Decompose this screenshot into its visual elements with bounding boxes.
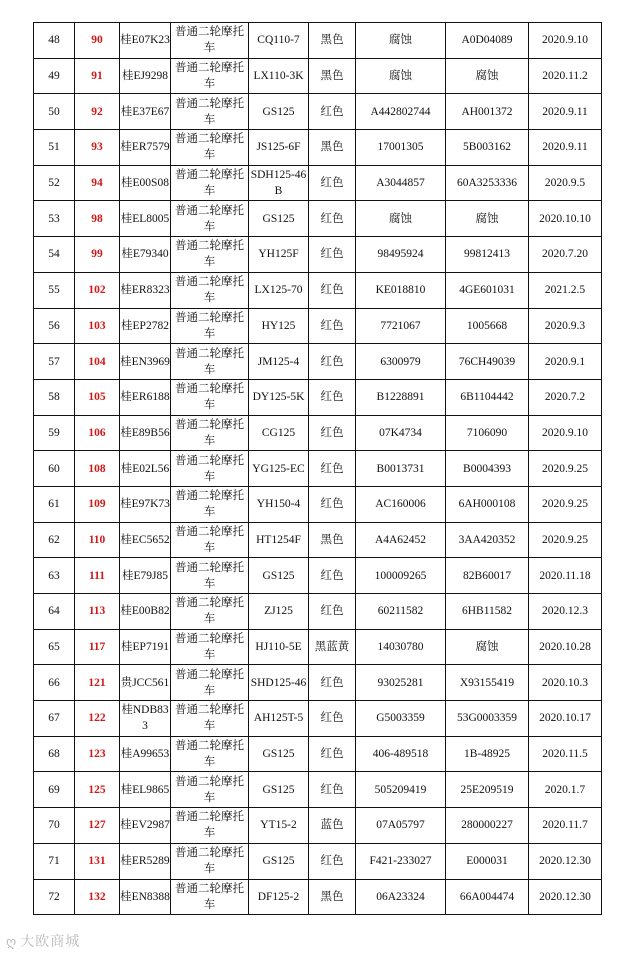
cell-date: 2020.9.3 [529,308,602,344]
cell-plate: 桂EP7191 [120,629,171,665]
cell-seq: 68 [34,736,75,772]
cell-date: 2020.12.3 [529,594,602,630]
table-row [34,451,602,487]
table-row [34,665,602,701]
cell-engine-no: 腐蚀 [356,58,446,94]
table-row [34,486,602,522]
cell-engine-no: 07K4734 [356,415,446,451]
cell-vehicle-type: 普通二轮摩托车 [171,201,249,237]
cell-engine-no: 14030780 [356,629,446,665]
cell-number: 117 [75,629,120,665]
cell-frame-no: 76CH49039 [446,344,529,380]
cell-plate: 桂E37E67 [120,94,171,130]
table-row [34,522,602,558]
cell-color: 黑色 [309,58,356,94]
cell-number: 93 [75,130,120,166]
cell-seq: 70 [34,808,75,844]
cell-model: YH150-4 [249,486,309,522]
cell-plate: 桂E79J85 [120,558,171,594]
cell-date: 2020.10.28 [529,629,602,665]
cell-date: 2020.10.10 [529,201,602,237]
cell-vehicle-type: 普通二轮摩托车 [171,629,249,665]
cell-plate: 桂E79340 [120,237,171,273]
cell-seq: 53 [34,201,75,237]
cell-seq: 67 [34,701,75,737]
cell-vehicle-type: 普通二轮摩托车 [171,58,249,94]
cell-color: 红色 [309,201,356,237]
cell-engine-no: B1228891 [356,379,446,415]
cell-vehicle-type: 普通二轮摩托车 [171,379,249,415]
cell-date: 2020.9.25 [529,451,602,487]
cell-color: 红色 [309,344,356,380]
table-row [34,130,602,166]
cell-date: 2020.9.10 [529,415,602,451]
cell-frame-no: B0004393 [446,451,529,487]
cell-seq: 72 [34,879,75,915]
cell-seq: 71 [34,843,75,879]
cell-plate: 桂ER8323 [120,272,171,308]
cell-number: 109 [75,486,120,522]
cell-model: LX125-70 [249,272,309,308]
cell-engine-no: 7721067 [356,308,446,344]
cell-model: GS125 [249,843,309,879]
cell-model: JM125-4 [249,344,309,380]
cell-model: GS125 [249,736,309,772]
cell-seq: 54 [34,237,75,273]
cell-frame-no: 腐蚀 [446,629,529,665]
table-row [34,165,602,201]
table-row [34,94,602,130]
cell-number: 113 [75,594,120,630]
cell-date: 2020.11.7 [529,808,602,844]
cell-date: 2020.11.5 [529,736,602,772]
cell-vehicle-type: 普通二轮摩托车 [171,879,249,915]
cell-model: JS125-6F [249,130,309,166]
cell-color: 红色 [309,415,356,451]
cell-engine-no: KE018810 [356,272,446,308]
cell-model: HJ110-5E [249,629,309,665]
cell-model: DF125-2 [249,879,309,915]
cell-number: 111 [75,558,120,594]
cell-number: 123 [75,736,120,772]
cell-color: 红色 [309,558,356,594]
cell-model: YT15-2 [249,808,309,844]
cell-model: CQ110-7 [249,23,309,59]
cell-color: 红色 [309,94,356,130]
cell-number: 127 [75,808,120,844]
cell-frame-no: 6HB11582 [446,594,529,630]
table-row [34,558,602,594]
cell-vehicle-type: 普通二轮摩托车 [171,772,249,808]
table-row [34,23,602,59]
cell-color: 黑蓝黄 [309,629,356,665]
cell-date: 2020.7.20 [529,237,602,273]
cell-seq: 64 [34,594,75,630]
cell-seq: 59 [34,415,75,451]
cell-model: GS125 [249,201,309,237]
cell-date: 2020.9.1 [529,344,602,380]
cell-plate: 桂EN8388 [120,879,171,915]
table-row [34,237,602,273]
table-row [34,843,602,879]
watermark-text: 大欧商城 [20,934,81,950]
cell-number: 99 [75,237,120,273]
table-row [34,415,602,451]
cell-vehicle-type: 普通二轮摩托车 [171,165,249,201]
table-row [34,272,602,308]
cell-color: 黑色 [309,23,356,59]
cell-color: 红色 [309,451,356,487]
cell-engine-no: 6300979 [356,344,446,380]
cell-engine-no: 406-489518 [356,736,446,772]
cell-vehicle-type: 普通二轮摩托车 [171,237,249,273]
cell-color: 红色 [309,165,356,201]
cell-date: 2020.9.11 [529,94,602,130]
cell-frame-no: 25E209519 [446,772,529,808]
cell-color: 红色 [309,237,356,273]
cell-frame-no: 1B-48925 [446,736,529,772]
cell-vehicle-type: 普通二轮摩托车 [171,594,249,630]
cell-number: 108 [75,451,120,487]
cell-frame-no: 腐蚀 [446,58,529,94]
cell-number: 105 [75,379,120,415]
cell-number: 91 [75,58,120,94]
cell-number: 131 [75,843,120,879]
cell-engine-no: F421-233027 [356,843,446,879]
cell-plate: 桂EL9865 [120,772,171,808]
cell-date: 2020.9.25 [529,522,602,558]
cell-seq: 61 [34,486,75,522]
cell-frame-no: A0D04089 [446,23,529,59]
cell-frame-no: 5B003162 [446,130,529,166]
cell-date: 2020.7.2 [529,379,602,415]
cell-vehicle-type: 普通二轮摩托车 [171,130,249,166]
table-row [34,736,602,772]
cell-number: 132 [75,879,120,915]
cell-seq: 65 [34,629,75,665]
table-row [34,201,602,237]
cell-seq: 52 [34,165,75,201]
cell-plate: 桂EJ9298 [120,58,171,94]
cell-model: GS125 [249,772,309,808]
cell-color: 红色 [309,594,356,630]
cell-frame-no: 60A3253336 [446,165,529,201]
vehicle-table [33,22,602,915]
table-row [34,344,602,380]
cell-model: SHD125-46 [249,665,309,701]
cell-vehicle-type: 普通二轮摩托车 [171,843,249,879]
cell-model: ZJ125 [249,594,309,630]
cell-vehicle-type: 普通二轮摩托车 [171,94,249,130]
cell-plate: 桂EP2782 [120,308,171,344]
cell-vehicle-type: 普通二轮摩托车 [171,308,249,344]
weibo-icon: ღ [6,935,18,950]
cell-plate: 桂ER7579 [120,130,171,166]
cell-model: CG125 [249,415,309,451]
cell-plate: 桂NDB833 [120,701,171,737]
cell-seq: 55 [34,272,75,308]
cell-model: DY125-5K [249,379,309,415]
cell-frame-no: 53G0003359 [446,701,529,737]
cell-engine-no: 腐蚀 [356,201,446,237]
cell-number: 110 [75,522,120,558]
cell-number: 121 [75,665,120,701]
cell-plate: 桂EN3969 [120,344,171,380]
cell-plate: 桂E97K73 [120,486,171,522]
cell-date: 2020.12.30 [529,879,602,915]
cell-seq: 62 [34,522,75,558]
cell-color: 蓝色 [309,808,356,844]
cell-number: 122 [75,701,120,737]
cell-engine-no: 17001305 [356,130,446,166]
cell-engine-no: 06A23324 [356,879,446,915]
cell-number: 106 [75,415,120,451]
cell-vehicle-type: 普通二轮摩托车 [171,272,249,308]
cell-seq: 69 [34,772,75,808]
cell-number: 94 [75,165,120,201]
cell-vehicle-type: 普通二轮摩托车 [171,701,249,737]
cell-number: 125 [75,772,120,808]
cell-color: 红色 [309,486,356,522]
cell-model: GS125 [249,94,309,130]
cell-number: 98 [75,201,120,237]
cell-seq: 51 [34,130,75,166]
cell-plate: 桂E00S08 [120,165,171,201]
cell-color: 红色 [309,272,356,308]
cell-vehicle-type: 普通二轮摩托车 [171,344,249,380]
cell-engine-no: 100009265 [356,558,446,594]
cell-color: 黑色 [309,879,356,915]
cell-engine-no: 505209419 [356,772,446,808]
cell-seq: 63 [34,558,75,594]
cell-plate: 桂E02L56 [120,451,171,487]
cell-plate: 桂ER5289 [120,843,171,879]
cell-vehicle-type: 普通二轮摩托车 [171,522,249,558]
table-row [34,701,602,737]
cell-vehicle-type: 普通二轮摩托车 [171,23,249,59]
cell-vehicle-type: 普通二轮摩托车 [171,451,249,487]
cell-seq: 60 [34,451,75,487]
cell-model: HY125 [249,308,309,344]
cell-vehicle-type: 普通二轮摩托车 [171,808,249,844]
cell-frame-no: 7106090 [446,415,529,451]
cell-vehicle-type: 普通二轮摩托车 [171,665,249,701]
cell-color: 黑色 [309,130,356,166]
watermark [6,931,80,951]
cell-engine-no: A4A62452 [356,522,446,558]
cell-plate: 桂E00B82 [120,594,171,630]
cell-date: 2021.2.5 [529,272,602,308]
cell-number: 102 [75,272,120,308]
table-row [34,58,602,94]
cell-number: 92 [75,94,120,130]
cell-engine-no: B0013731 [356,451,446,487]
cell-date: 2020.10.17 [529,701,602,737]
cell-model: LX110-3K [249,58,309,94]
cell-engine-no: 腐蚀 [356,23,446,59]
cell-color: 红色 [309,736,356,772]
cell-vehicle-type: 普通二轮摩托车 [171,558,249,594]
cell-date: 2020.9.5 [529,165,602,201]
cell-date: 2020.11.2 [529,58,602,94]
cell-frame-no: 3AA420352 [446,522,529,558]
cell-color: 红色 [309,843,356,879]
cell-seq: 66 [34,665,75,701]
cell-color: 红色 [309,772,356,808]
cell-plate: 桂EC5652 [120,522,171,558]
cell-seq: 57 [34,344,75,380]
cell-color: 黑色 [309,522,356,558]
cell-frame-no: 6AH000108 [446,486,529,522]
cell-plate: 桂EL8005 [120,201,171,237]
table-row [34,594,602,630]
cell-number: 104 [75,344,120,380]
cell-seq: 48 [34,23,75,59]
cell-frame-no: 280000227 [446,808,529,844]
cell-seq: 58 [34,379,75,415]
table-row [34,308,602,344]
cell-model: GS125 [249,558,309,594]
cell-frame-no: 99812413 [446,237,529,273]
table-row [34,879,602,915]
cell-vehicle-type: 普通二轮摩托车 [171,486,249,522]
cell-plate: 桂E89B56 [120,415,171,451]
table-row [34,629,602,665]
cell-model: YG125-EC [249,451,309,487]
cell-number: 103 [75,308,120,344]
cell-plate: 桂E07K23 [120,23,171,59]
cell-engine-no: AC160006 [356,486,446,522]
cell-plate: 桂ER6188 [120,379,171,415]
cell-date: 2020.1.7 [529,772,602,808]
cell-seq: 50 [34,94,75,130]
cell-color: 红色 [309,308,356,344]
cell-vehicle-type: 普通二轮摩托车 [171,736,249,772]
cell-number: 90 [75,23,120,59]
cell-frame-no: 4GE601031 [446,272,529,308]
cell-model: SDH125-46B [249,165,309,201]
cell-engine-no: G5003359 [356,701,446,737]
cell-frame-no: X93155419 [446,665,529,701]
table-row [34,808,602,844]
cell-date: 2020.9.25 [529,486,602,522]
cell-seq: 56 [34,308,75,344]
cell-plate: 贵JCC561 [120,665,171,701]
cell-color: 红色 [309,701,356,737]
cell-frame-no: 腐蚀 [446,201,529,237]
cell-model: HT1254F [249,522,309,558]
cell-plate: 桂A99653 [120,736,171,772]
table-row [34,772,602,808]
cell-plate: 桂EV2987 [120,808,171,844]
table-body [34,23,602,915]
cell-frame-no: AH001372 [446,94,529,130]
cell-date: 2020.10.3 [529,665,602,701]
cell-model: AH125T-5 [249,701,309,737]
cell-model: YH125F [249,237,309,273]
cell-frame-no: 66A004474 [446,879,529,915]
cell-vehicle-type: 普通二轮摩托车 [171,415,249,451]
cell-date: 2020.12.30 [529,843,602,879]
cell-date: 2020.9.11 [529,130,602,166]
cell-engine-no: 07A05797 [356,808,446,844]
table-row [34,379,602,415]
cell-date: 2020.11.18 [529,558,602,594]
cell-seq: 49 [34,58,75,94]
cell-engine-no: 98495924 [356,237,446,273]
cell-engine-no: A3044857 [356,165,446,201]
cell-color: 红色 [309,379,356,415]
cell-engine-no: A442802744 [356,94,446,130]
cell-frame-no: E000031 [446,843,529,879]
cell-frame-no: 6B1104442 [446,379,529,415]
cell-date: 2020.9.10 [529,23,602,59]
cell-engine-no: 60211582 [356,594,446,630]
cell-color: 红色 [309,665,356,701]
cell-frame-no: 82B60017 [446,558,529,594]
cell-engine-no: 93025281 [356,665,446,701]
cell-frame-no: 1005668 [446,308,529,344]
